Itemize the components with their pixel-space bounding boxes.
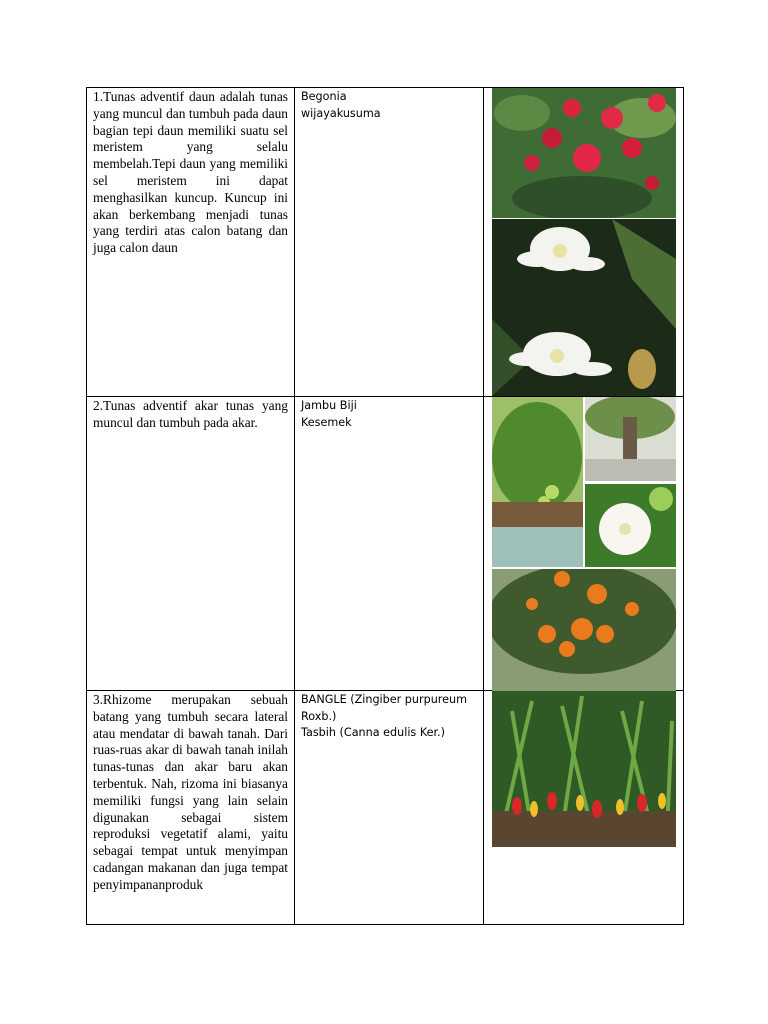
guava-trunk-photo	[585, 397, 676, 481]
plant-name: wijayakusuma	[301, 106, 381, 120]
plant-reproduction-table	[86, 87, 684, 925]
plant-names-cell	[295, 397, 484, 691]
plant-name: BANGLE (Zingiber purpureum Roxb.)	[301, 693, 468, 723]
table-row	[87, 397, 684, 691]
wijayakusuma-photo	[492, 219, 676, 396]
description-cell	[87, 691, 295, 925]
begonia-photo	[492, 88, 676, 218]
plant-name: Tasbih (Canna edulis Ker.)	[301, 726, 445, 739]
image-cell	[484, 397, 684, 691]
description-text: 2.Tunas adventif akar tunas yang muncul dan tumbuh pada akar.	[93, 398, 288, 430]
description-cell	[87, 88, 295, 397]
table-row	[87, 88, 684, 397]
plant-names-cell	[295, 691, 484, 925]
persimmon-photo	[492, 569, 676, 691]
plant-name: Kesemek	[301, 415, 352, 429]
image-cell	[484, 88, 684, 397]
plant-name: Jambu Biji	[301, 399, 357, 412]
plant-names-cell	[295, 88, 484, 397]
table-row	[87, 691, 684, 925]
description-text: 1.Tunas adventif daun adalah tunas yang muncul dan tumbuh pada daun bagian tepi daun memiliki suatu sel meristem yang selalu membelah.Tepi daun yang memiliki sel meristem ini dapat menghasilkan kuncup. Kuncup ini akan berkembang menjadi tunas yang terdiri atas calon batang dan juga calon daun	[93, 89, 288, 256]
bangle-photo	[492, 691, 676, 847]
description-cell	[87, 397, 295, 691]
guava-tree-photo	[492, 397, 583, 567]
guava-flower-photo	[585, 484, 676, 567]
image-cell	[484, 691, 684, 925]
description-text: 3.Rhizome merupakan sebuah batang yang tumbuh secara lateral atau mendatar di bawah tanah. Dari ruas-ruas akar di bawah tanah inilah tunas-tunas dan akar baru akan terbentuk. Nah, rizoma ini biasanya memiliki fungsi yang lain selain digunakan sebagai sistem reproduksi vegetatif alami, yaitu sebagai tempat untuk menyimpan cadangan makanan dan juga tempat penyimpananproduk	[93, 692, 288, 892]
plant-name: Begonia	[301, 90, 347, 103]
